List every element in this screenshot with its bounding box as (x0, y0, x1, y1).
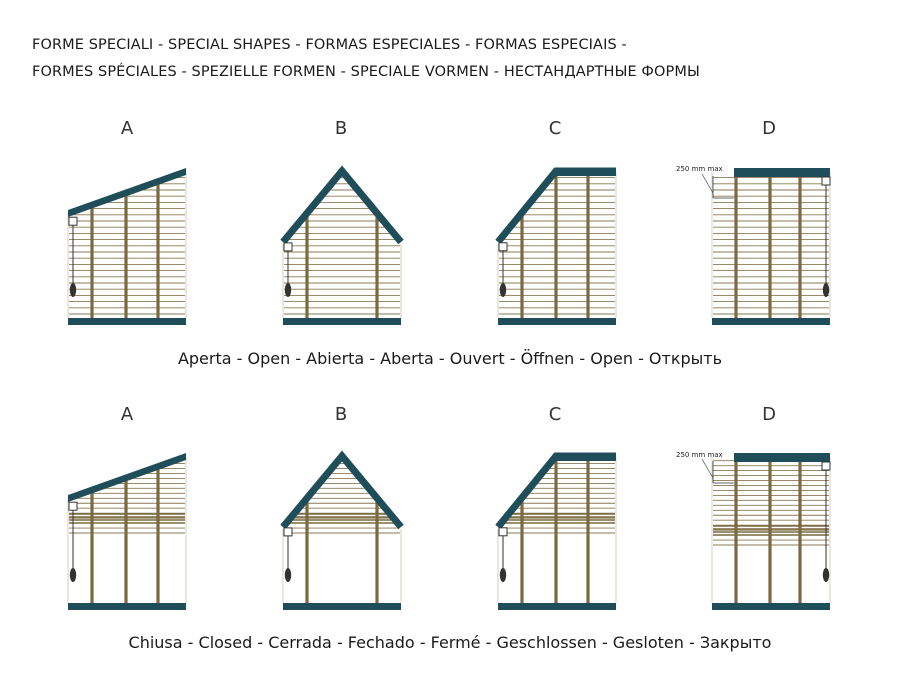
caption-open: Aperta - Open - Abierta - Aberta - Ouvert - Öffnen - Open - Открыть (177, 349, 723, 368)
shape-c-open-headrail-flat (556, 168, 616, 176)
shape-letter-b-open: B (334, 118, 348, 139)
header-line-1: FORME SPECIALI - SPECIAL SHAPES - FORMAS ESPECIALES - FORMAS ESPECIAIS - (32, 37, 627, 53)
shape-c-closed-headrail-flat (556, 453, 616, 461)
shape-a-open-cord-weight (70, 283, 76, 297)
shape-letter-b-closed: B (334, 404, 348, 425)
shape-letter-d-open: D (762, 118, 776, 139)
shape-letter-a-closed: A (120, 404, 134, 425)
shape-c-open-control-box (499, 243, 507, 251)
shape-d-closed-cord-weight (823, 568, 829, 582)
shape-a-open-control-box (69, 217, 77, 225)
shape-c-closed-cord-weight (500, 568, 506, 582)
shape-d-closed-leader-line (702, 459, 713, 478)
shape-b-open-control-box (284, 243, 292, 251)
shape-b-closed-bottom-rail (283, 603, 401, 610)
shape-letter-c-closed: C (548, 404, 562, 425)
shape-d-open-cord-weight (823, 283, 829, 297)
shape-a-closed-control-box (69, 502, 77, 510)
shape-a-closed-bottom-rail (68, 603, 186, 610)
shape-a-closed-cord-weight (70, 568, 76, 582)
shape-b-closed-control-box (284, 528, 292, 536)
shape-letter-a-open: A (120, 118, 134, 139)
shape-c-open-bottom-rail (498, 318, 616, 325)
shape-b-open-bottom-rail (283, 318, 401, 325)
max-label-closed: 250 mm max (676, 451, 723, 459)
shape-b-open-headrail (283, 171, 401, 242)
shape-c-closed-bottom-rail (498, 603, 616, 610)
shape-d-open-control-box (822, 177, 830, 185)
shape-a-open-bottom-rail (68, 318, 186, 325)
max-label-open: 250 mm max (676, 165, 723, 173)
header-line-2: FORMES SPÉCIALES - SPEZIELLE FORMEN - SPECIALE VORMEN - НЕСТАНДАРТНЫЕ ФОРМЫ (32, 64, 700, 80)
shape-d-open-headrail (734, 168, 830, 177)
shape-letter-d-closed: D (762, 404, 776, 425)
caption-closed: Chiusa - Closed - Cerrada - Fechado - Fermé - Geschlossen - Gesloten - Закрыто (128, 633, 772, 652)
shape-d-closed-control-box (822, 462, 830, 470)
shape-d-open-bottom-rail (712, 318, 830, 325)
shape-d-closed-headrail (734, 453, 830, 462)
shape-b-closed-cord-weight (285, 568, 291, 582)
shape-letter-c-open: C (548, 118, 562, 139)
shape-d-open-leader-line (702, 174, 713, 193)
shape-c-open-cord-weight (500, 283, 506, 297)
shape-b-open-cord-weight (285, 283, 291, 297)
shape-d-closed-bottom-rail (712, 603, 830, 610)
shape-c-closed-control-box (499, 528, 507, 536)
